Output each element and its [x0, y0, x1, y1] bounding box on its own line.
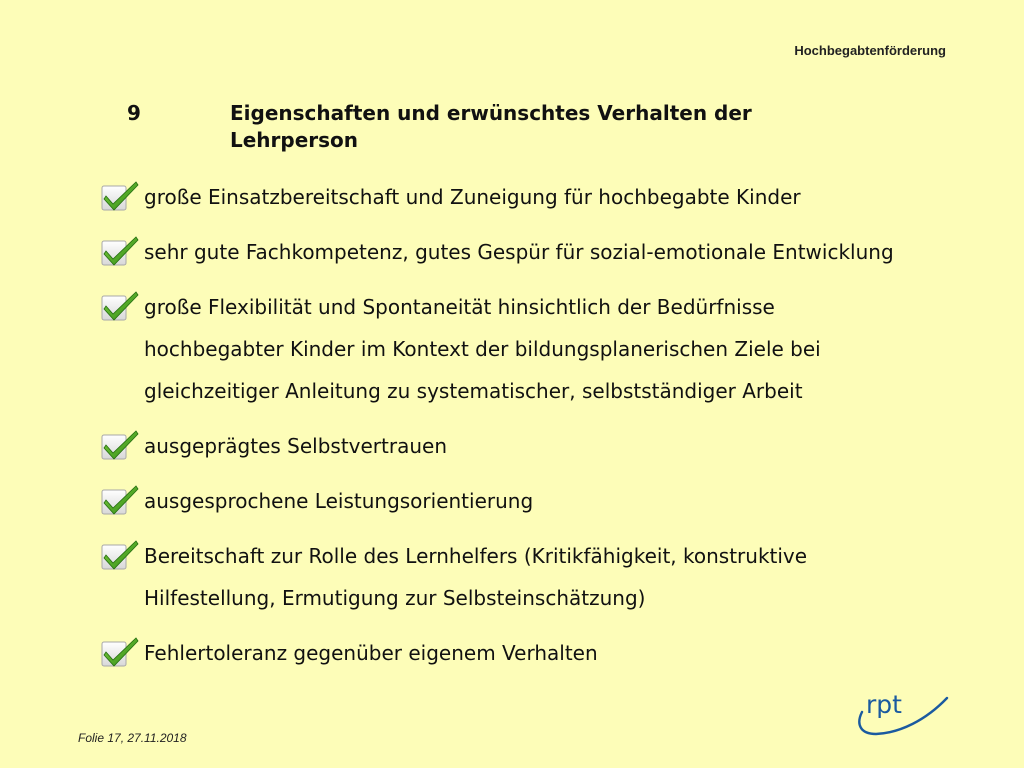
bullet-item [98, 425, 918, 467]
bullet-text: große Flexibilität und Spontaneität hinsichtlich der Bedürfnisse hochbegabter Kinder im Kontext der bildungsplanerischen Ziele bei gleichzeitiger Anleitung zu systematischer, selbstständiger Arbeit [144, 295, 821, 403]
bullet-item [98, 176, 918, 218]
bullet-text: ausgesprochene Leistungsorientierung [144, 489, 534, 513]
checkmark-icon [100, 231, 140, 273]
bullet-item [98, 231, 918, 273]
slide-number: 9 [127, 101, 141, 125]
header-title: Hochbegabtenförderung [794, 43, 946, 58]
checkmark-icon [100, 535, 140, 577]
bullet-item [98, 535, 918, 619]
bullet-text: Bereitschaft zur Rolle des Lernhelfers (Kritikfähigkeit, konstruktive Hilfestellung, Ermutigung zur Selbsteinschätzung) [144, 544, 808, 610]
bullet-text: Fehlertoleranz gegenüber eigenem Verhalten [144, 641, 598, 665]
bullet-text: sehr gute Fachkompetenz, gutes Gespür für sozial-emotionale Entwicklung [144, 240, 894, 264]
checkmark-icon [100, 176, 140, 218]
checkmark-icon [100, 632, 140, 674]
logo-text: rpt [866, 690, 902, 719]
checkmark-icon [100, 286, 140, 328]
bullet-item [98, 632, 918, 674]
bullet-item [98, 480, 918, 522]
rpt-logo [852, 690, 952, 738]
slide-title: Eigenschaften und erwünschtes Verhalten der Lehrperson [230, 101, 752, 152]
bullet-text: ausgeprägtes Selbstvertrauen [144, 434, 447, 458]
bullet-list [98, 176, 918, 687]
checkmark-icon [100, 425, 140, 467]
bullet-item [98, 286, 918, 412]
footer-slide-info: Folie 17, 27.11.2018 [78, 731, 187, 745]
bullet-text: große Einsatzbereitschaft und Zuneigung für hochbegabte Kinder [144, 185, 801, 209]
checkmark-icon [100, 480, 140, 522]
